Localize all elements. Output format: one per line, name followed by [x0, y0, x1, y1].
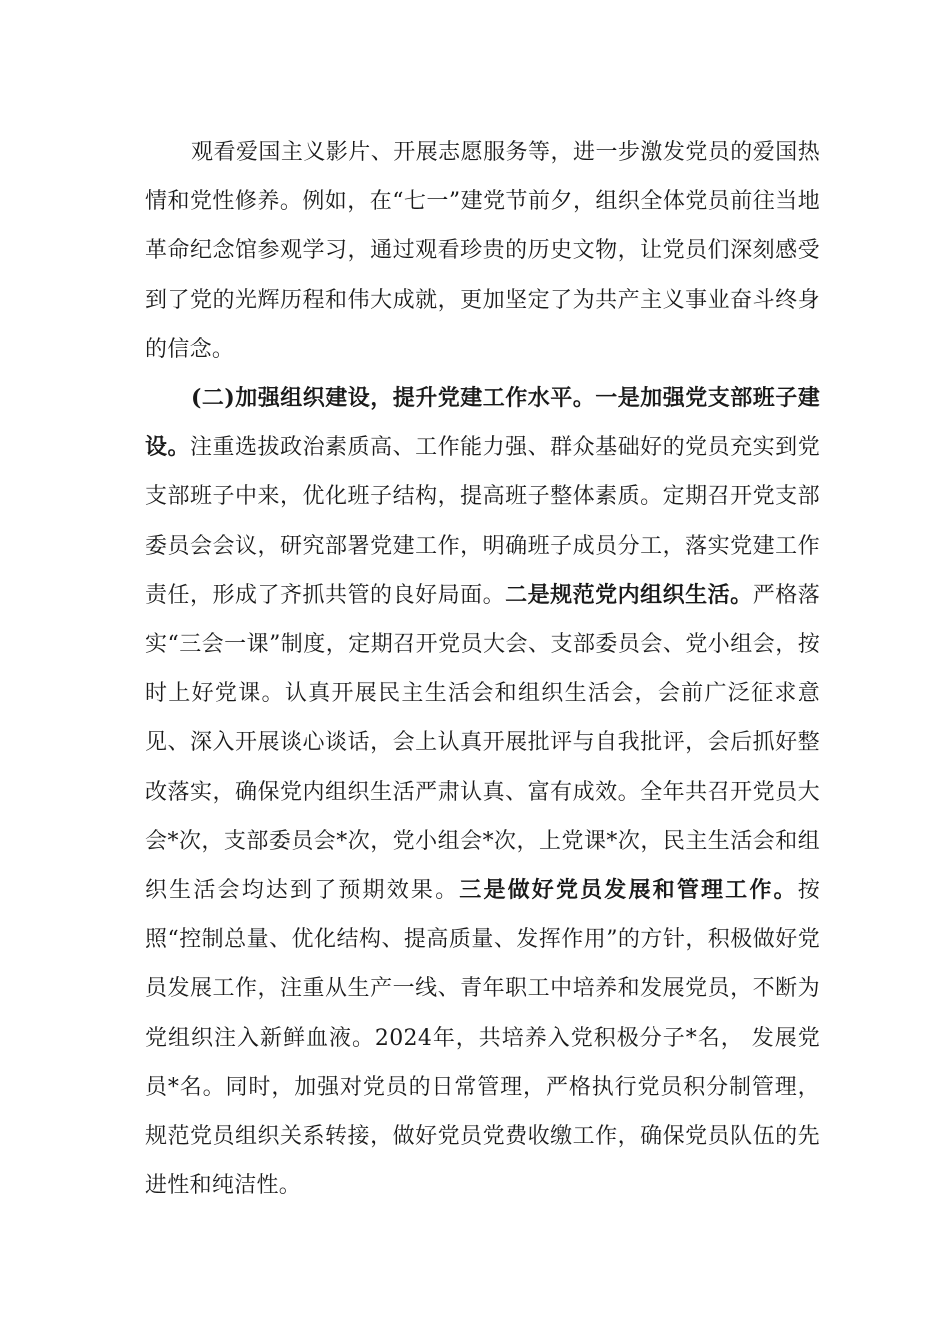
paragraph-organization-building — [145, 374, 820, 1210]
paragraph-text: 观看爱国主义影片、开展志愿服务等，进一步激发党员的爱国热情和党性修养。例如，在“七一”建党节前夕，组织全体党员前往当地革命纪念馆参观学习，通过观看珍贵的历史文物，让党员们深刻感受到了党的光辉历程和伟大成就，更加坚定了为共产主义事业奋斗终身的信念。 — [145, 140, 820, 362]
paragraph-text: 注重选拔政治素质高、工作能力强、群众基础好的党员充实到党支部班子中来，优化班子结构，提高班子整体素质。定期召开党支部委员会会议，研究部署党建工作，明确班子成员分工，落实党建工作责任，形成了齐抓共管的良好局面。 — [145, 435, 820, 608]
paragraph-patriotic-education — [145, 128, 820, 374]
paragraph-text: 按照“控制总量、优化结构、提高质量、发挥作用”的方针，积极做好党员发展工作，注重从生产一线、青年职工中培养和发展党员，不断为党组织注入新鲜血液。2024年，共培养入党积极分子*名， 发展党员*名。同时，加强对党员的日常管理，严格执行党员积分制管理，规范党员组织关系转接，做好党员党费收缴工作，确保党员队伍的先进性和纯洁性。 — [145, 878, 821, 1199]
point-heading-org-life: 二是规范党内组织生活。 — [505, 581, 753, 608]
paragraph-text: 严格落实“三会一课”制度，定期召开党员大会、支部委员会、党小组会，按时上好党课。认真开展民主生活会和组织生活会，会前广泛征求意见、深入开展谈心谈话，会上认真开展批评与自我批评，会后抓好整改落实，确保党内组织生活严肃认真、富有成效。全年共召开党员大会*次，支部委员会*次，党小组会*次，上党课*次，民主生活会和组织生活会均达到了预期效果。 — [145, 582, 820, 904]
document-body — [145, 128, 820, 1210]
point-heading-member-development: 三是做好党员发展和管理工作。 — [459, 877, 798, 904]
section-heading-org-building: (二)加强组织建设，提升党建工作水平。一是加强党支部班子建设。 — [145, 385, 820, 461]
